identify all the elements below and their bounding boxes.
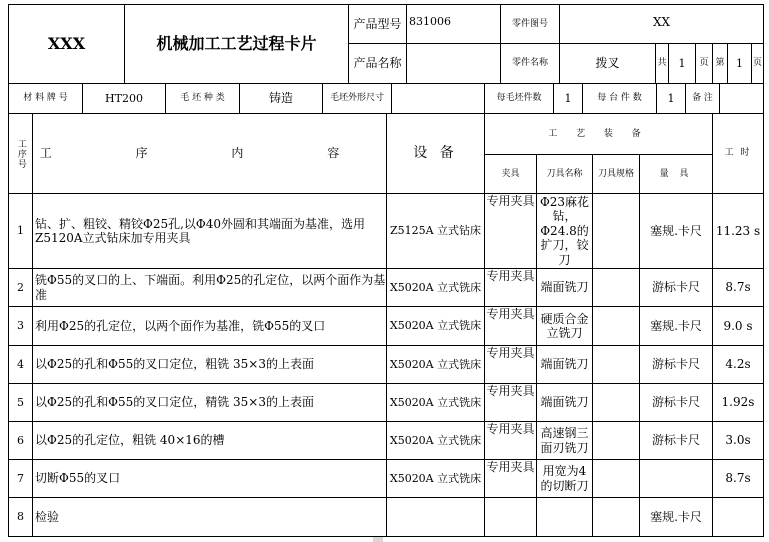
row-2-time: 8.7s (712, 268, 764, 307)
gauge-header: 量 具 (639, 154, 713, 194)
blank-type-value: 铸造 (239, 83, 323, 114)
row-1-spec (592, 193, 640, 269)
row-8-content: 检验 (32, 497, 387, 537)
row-6-content: 以Φ25的孔定位，粗铣 40×16的槽 (32, 421, 387, 460)
part-name-label: 零件名称 (500, 43, 560, 84)
row-5-equipment: X5020A 立式铣床 (386, 383, 485, 422)
row-8-seq: 8 (8, 497, 33, 537)
row-5-fixture: 专用夹具 (484, 383, 537, 422)
page-label: 第 (712, 43, 728, 84)
row-8-fixture (484, 497, 537, 537)
row-1-cutter: Φ23麻花钻，Φ24.8的扩刀，铰刀 (536, 193, 593, 269)
row-7-equipment: X5020A 立式铣床 (386, 459, 485, 498)
blank-size-label: 毛坯外形尺寸 (322, 83, 392, 114)
per-blank-label: 每毛坯件数 (484, 83, 554, 114)
row-7-cutter: 用宽为4的切断刀 (536, 459, 593, 498)
row-6-fixture: 专用夹具 (484, 421, 537, 460)
row-5-gauge: 游标卡尺 (639, 383, 713, 422)
total-label: 共 (655, 43, 669, 84)
row-7-fixture: 专用夹具 (484, 459, 537, 498)
row-3-time: 9.0 s (712, 306, 764, 346)
row-5-spec (592, 383, 640, 422)
row-4-content: 以Φ25的孔和Φ55的叉口定位，粗铣 35×3的上表面 (32, 345, 387, 384)
row-1-seq: 1 (8, 193, 33, 269)
row-1-fixture: 专用夹具 (484, 193, 537, 269)
row-7-seq: 7 (8, 459, 33, 498)
row-8-gauge: 塞规.卡尺 (639, 497, 713, 537)
seq-header-text: 工序号 (15, 138, 26, 169)
cutter-spec-header: 刀具规格 (592, 154, 640, 194)
row-6-spec (592, 421, 640, 460)
row-2-equipment: X5020A 立式铣床 (386, 268, 485, 307)
row-2-cutter: 端面铣刀 (536, 268, 593, 307)
row-3-gauge: 塞规.卡尺 (639, 306, 713, 346)
row-8-time (712, 497, 764, 537)
part-name-value: 拨叉 (559, 43, 656, 84)
part-drawing-value: XX (559, 4, 764, 44)
row-4-spec (592, 345, 640, 384)
page-value: 1 (727, 43, 752, 84)
scroll-marker (373, 537, 383, 542)
row-1-equipment: Z5125A 立式钻床 (386, 193, 485, 269)
row-8-cutter (536, 497, 593, 537)
row-4-cutter: 端面铣刀 (536, 345, 593, 384)
row-4-seq: 4 (8, 345, 33, 384)
product-name-value (406, 43, 501, 84)
product-model-value: 831006 (406, 4, 501, 44)
blank-type-label: 毛 坯 种 类 (165, 83, 240, 114)
total-value: 1 (668, 43, 696, 84)
row-3-spec (592, 306, 640, 346)
per-unit-value: 1 (656, 83, 686, 114)
row-3-content: 利用Φ25的孔定位，以两个面作为基准，铣Φ55的叉口 (32, 306, 387, 346)
row-8-equipment (386, 497, 485, 537)
row-1-gauge: 塞规.卡尺 (639, 193, 713, 269)
row-3-seq: 3 (8, 306, 33, 346)
row-2-gauge: 游标卡尺 (639, 268, 713, 307)
row-6-time: 3.0s (712, 421, 764, 460)
part-drawing-label: 零件图号 (500, 4, 560, 44)
remarks-value (719, 83, 764, 114)
page-unit-2: 页 (751, 43, 764, 84)
row-7-time: 8.7s (712, 459, 764, 498)
row-4-equipment: X5020A 立式铣床 (386, 345, 485, 384)
per-blank-value: 1 (553, 83, 583, 114)
page-unit-1: 页 (695, 43, 713, 84)
time-header: 工 时 (712, 113, 764, 194)
seq-header (8, 113, 33, 194)
material-grade-label: 材 料 牌 号 (8, 83, 83, 114)
row-7-spec (592, 459, 640, 498)
row-2-spec (592, 268, 640, 307)
cutter-header: 刀具名称 (536, 154, 593, 194)
fixture-header: 夹具 (484, 154, 537, 194)
row-5-seq: 5 (8, 383, 33, 422)
remarks-label: 备 注 (685, 83, 720, 114)
row-2-seq: 2 (8, 268, 33, 307)
product-model-label: 产品型号 (348, 4, 407, 44)
row-3-cutter: 硬质合金立铣刀 (536, 306, 593, 346)
product-name-label: 产品名称 (348, 43, 407, 84)
row-6-cutter: 高速钢三面刃铣刀 (536, 421, 593, 460)
material-grade-value: HT200 (82, 83, 166, 114)
equipment-header: 设 备 (386, 113, 485, 194)
card-title: 机械加工工艺过程卡片 (124, 4, 349, 84)
row-7-gauge (639, 459, 713, 498)
row-5-cutter: 端面铣刀 (536, 383, 593, 422)
row-5-time: 1.92s (712, 383, 764, 422)
row-3-equipment: X5020A 立式铣床 (386, 306, 485, 346)
per-unit-label: 每 台 件 数 (582, 83, 657, 114)
row-8-spec (592, 497, 640, 537)
content-header-text: 工 序 内 容 (39, 146, 380, 161)
blank-size-value (391, 83, 485, 114)
row-2-content: 铣Φ55的叉口的上、下端面。利用Φ25的孔定位，以两个面作为基准 (32, 268, 387, 307)
row-6-equipment: X5020A 立式铣床 (386, 421, 485, 460)
row-1-time: 11.23 s (712, 193, 764, 269)
row-6-gauge: 游标卡尺 (639, 421, 713, 460)
company-name: XXX (8, 4, 125, 84)
row-4-time: 4.2s (712, 345, 764, 384)
row-5-content: 以Φ25的孔和Φ55的叉口定位，精铣 35×3的上表面 (32, 383, 387, 422)
row-2-fixture: 专用夹具 (484, 268, 537, 307)
content-header (32, 113, 387, 194)
row-4-gauge: 游标卡尺 (639, 345, 713, 384)
row-3-fixture: 专用夹具 (484, 306, 537, 346)
row-6-seq: 6 (8, 421, 33, 460)
row-1-content: 钻、扩、粗铰、精铰Φ25孔,以Φ40外圆和其端面为基准，选用Z5120A立式钻床加专用夹具 (32, 193, 387, 269)
row-4-fixture: 专用夹具 (484, 345, 537, 384)
row-7-content: 切断Φ55的叉口 (32, 459, 387, 498)
tooling-header: 工 艺 装 备 (484, 113, 713, 155)
